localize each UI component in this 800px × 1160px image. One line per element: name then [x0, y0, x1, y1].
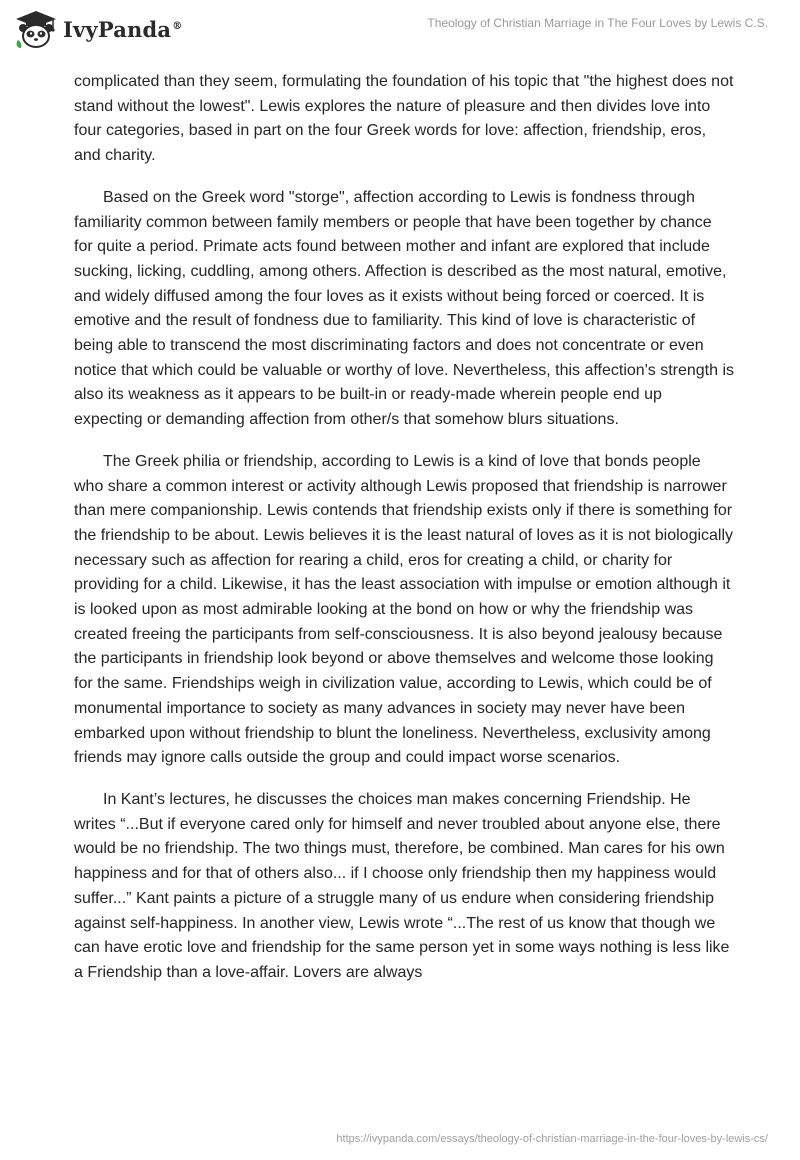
paragraph-continued: complicated than they seem, formulating the foundation of his topic that "the highest does not stand without the lowest". Lewis explores the nature of pleasure and then divides love into four categories, based in part on the four Greek words for love: affection, friendship, eros, and charity. — [74, 73, 734, 165]
page-header — [0, 0, 800, 64]
paragraph-affection: Based on the Greek word "storge", affection according to Lewis is fondness through familiarity common between family members or people that have been together by chance for quite a period. Primate acts found between mother and infant are explored that include sucking, licking, cuddling, among others. Affection is described as the most natural, emotive, and widely diffused among the four loves as it exists without being forced or coerced. It is emotive and the result of fondness due to familiarity. This kind of love is characteristic of being able to transcend the most discriminating factors and does not concentrate or even notice that which could be valuable or worthy of love. Nevertheless, this affection's strength is also its weakness as it appears to be built-in or ready-made wherein people end up expecting or demanding affection from other/s that somehow blurs situations. — [74, 188, 734, 429]
source-url[interactable]: https://ivypanda.com/essays/theology-of-christian-marriage-in-the-four-loves-by-lewis-cs/ — [336, 1133, 768, 1145]
essay-body — [74, 70, 734, 1003]
document-title: Theology of Christian Marriage in The Four Loves by Lewis C.S. — [427, 16, 768, 30]
brand-name: IvyPanda® — [63, 16, 183, 42]
panda-graduate-icon — [14, 9, 58, 49]
paragraph-friendship: The Greek philia or friendship, according to Lewis is a kind of love that bonds people who share a common interest or activity although Lewis proposed that friendship is narrower than mere companionship. Lewis contends that friendship exists only if there is something for the friendship to be about. Lewis believes it is the least natural of loves as it is not biologically necessary such as affection for rearing a child, eros for creating a child, or charity for providing for a child. Likewise, it has the least association with impulse or emotion although it is looked upon as most admirable looking at the bond on how or why the friendship was created freeing the participants from self-consciousness. It is also beyond jealousy because the participants in friendship look beyond or above themselves and welcome those looking for the same. Friendships weigh in civilization value, according to Lewis, which could be of monumental importance to society as many advances in society may never have been embarked upon without friendship to blunt the loneliness. Nevertheless, exclusivity among friends may ignore calls outside the group and could impact worse scenarios. — [74, 452, 734, 767]
ivypanda-logo[interactable] — [14, 9, 182, 49]
registered-mark: ® — [172, 20, 183, 32]
paragraph-kant: In Kant’s lectures, he discusses the choices man makes concerning Friendship. He writes “...But if everyone cared only for himself and never troubled about anyone else, there would be no friendship. The two things must, therefore, be combined. Man cares for his own happiness and for that of others also... if I choose only friendship then my happiness would suffer...” Kant paints a picture of a struggle many of us endure when considering friendship against self-happiness. In another view, Lewis wrote “...The rest of us know that though we can have erotic love and friendship for the same person yet in some ways nothing is less like a Friendship than a love-affair. Lovers are always — [74, 790, 730, 981]
